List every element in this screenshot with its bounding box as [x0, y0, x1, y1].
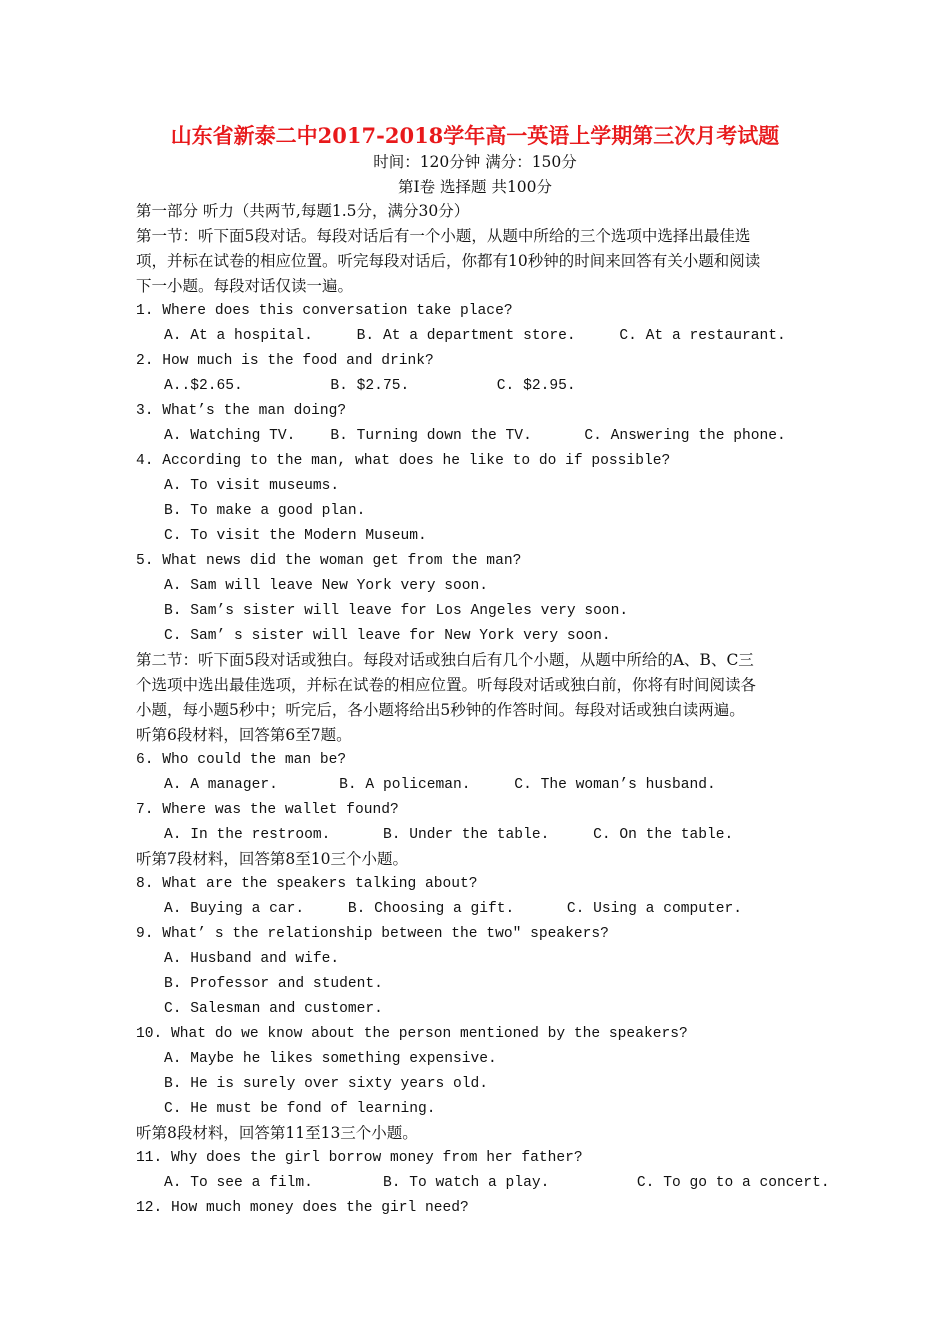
question-5-option-a: A. Sam will leave New York very soon. [164, 578, 489, 594]
question-11-options: A. To see a film. B. To watch a play. C. To go to a concert. [164, 1175, 830, 1191]
question-6-options: A. A manager. B. A policeman. C. The woman’s husband. [164, 777, 716, 793]
question-3-options: A. Watching TV. B. Turning down the TV. C. Answering the phone. [164, 428, 786, 444]
question-6-stem: 6. Who could the man be? [136, 752, 347, 768]
question-12-stem: 12. How much money does the girl need? [136, 1200, 469, 1216]
question-9-option-a: A. Husband and wife. [164, 951, 340, 967]
question-7-options: A. In the restroom. B. Under the table. C. On the table. [164, 827, 734, 843]
section1-instructions-line3: 下一小题。每段对话仅读一遍。 [136, 277, 354, 295]
question-4-option-b: B. To make a good plan. [164, 503, 366, 519]
question-9-stem: 9. What’ s the relationship between the two″ speakers? [136, 926, 609, 942]
question-4-stem: 4. According to the man, what does he like to do if possible? [136, 453, 671, 469]
section1-instructions-line1: 第一节：听下面5段对话。每段对话后有一个小题，从题中所给的三个选项中选择出最佳选 [136, 227, 751, 245]
section2-instructions-line1: 第二节：听下面5段对话或独白。每段对话或独白后有几个小题，从题中所给的A、B、C三 [136, 651, 754, 669]
material-7-heading: 听第7段材料，回答第8至10三个小题。 [136, 850, 408, 868]
question-11-stem: 11. Why does the girl borrow money from her father? [136, 1150, 583, 1166]
volume-heading: 第Ⅰ卷 选择题 共100分 [397, 178, 553, 196]
question-10-option-b: B. He is surely over sixty years old. [164, 1076, 489, 1092]
question-2-stem: 2. How much is the food and drink? [136, 353, 434, 369]
question-10-option-a: A. Maybe he likes something expensive. [164, 1051, 497, 1067]
question-10-stem: 10. What do we know about the person mentioned by the speakers? [136, 1026, 688, 1042]
question-1-options: A. At a hospital. B. At a department store. C. At a restaurant. [164, 328, 786, 344]
material-6-heading: 听第6段材料，回答第6至7题。 [136, 726, 352, 744]
question-3-stem: 3. What’s the man doing? [136, 403, 347, 419]
question-2-options: A..$2.65. B. $2.75. C. $2.95. [164, 378, 576, 394]
question-1-stem: 1. Where does this conversation take place? [136, 303, 513, 319]
exam-title: 山东省新泰二中2017-2018学年高一英语上学期第三次月考试题 [170, 123, 780, 148]
question-5-option-b: B. Sam’s sister will leave for Los Angeles very soon. [164, 603, 629, 619]
question-5-stem: 5. What news did the woman get from the man? [136, 553, 522, 569]
question-5-option-c: C. Sam’ s sister will leave for New York very soon. [164, 628, 611, 644]
section1-instructions-line2: 项，并标在试卷的相应位置。听完每段对话后，你都有10秒钟的时间来回答有关小题和阅读 [136, 252, 761, 270]
material-8-heading: 听第8段材料，回答第11至13三个小题。 [136, 1124, 418, 1142]
section2-instructions-line2: 个选项中选出最佳选项，并标在试卷的相应位置。听每段对话或独白前，你将有时间阅读各 [136, 676, 757, 694]
question-7-stem: 7. Where was the wallet found? [136, 802, 399, 818]
section2-instructions-line3: 小题，每小题5秒中；听完后，各小题将给出5秒钟的作答时间。每段对话或独白读两遍。 [136, 701, 745, 719]
question-8-options: A. Buying a car. B. Choosing a gift. C. Using a computer. [164, 901, 743, 917]
part1-heading: 第一部分 听力（共两节,每题1.5分，满分30分） [136, 202, 470, 220]
question-9-option-b: B. Professor and student. [164, 976, 383, 992]
question-8-stem: 8. What are the speakers talking about? [136, 876, 478, 892]
question-4-option-a: A. To visit museums. [164, 478, 340, 494]
question-4-option-c: C. To visit the Modern Museum. [164, 528, 427, 544]
question-10-option-c: C. He must be fond of learning. [164, 1101, 436, 1117]
question-9-option-c: C. Salesman and customer. [164, 1001, 383, 1017]
exam-time-score: 时间：120分钟 满分：150分 [373, 153, 577, 171]
